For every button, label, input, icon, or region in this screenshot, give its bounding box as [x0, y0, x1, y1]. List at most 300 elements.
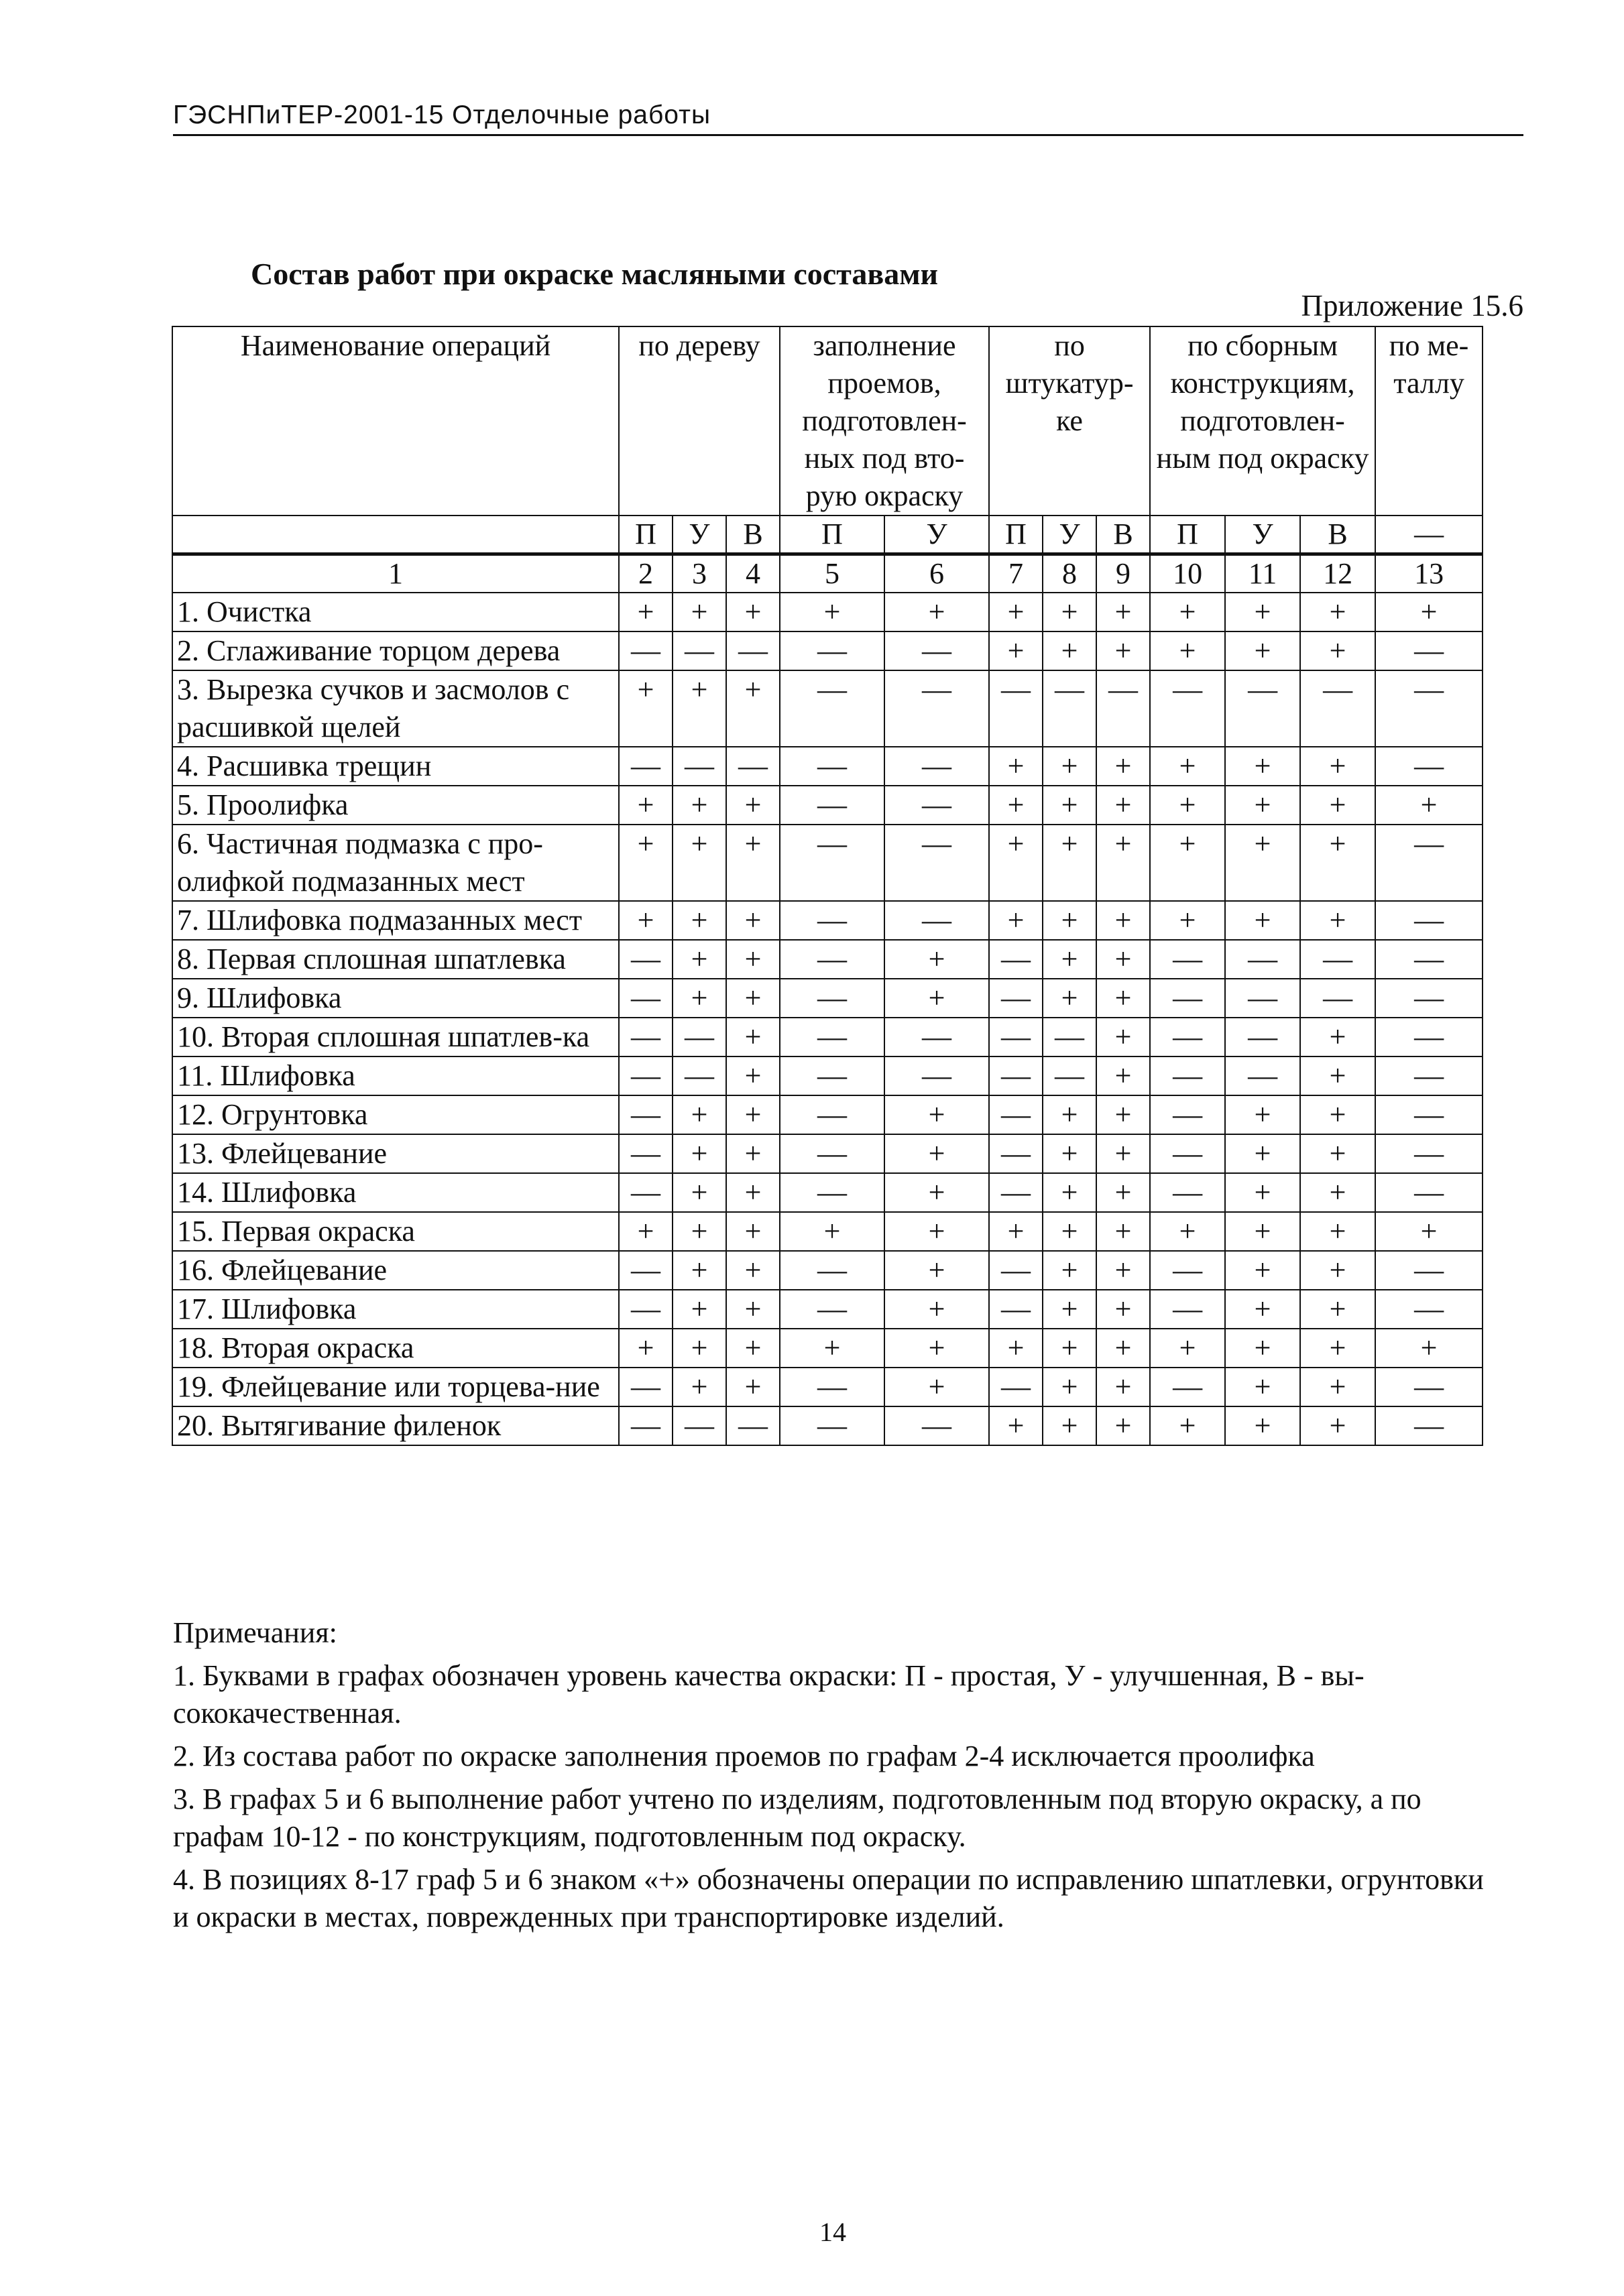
- table-cell: —: [619, 1290, 673, 1329]
- table-cell: +: [619, 825, 673, 901]
- table-cell: —: [619, 940, 673, 979]
- table-row: [172, 1134, 1483, 1173]
- table-row: [172, 670, 1483, 747]
- table-cell: —: [989, 1251, 1043, 1290]
- table-cell: +: [1096, 1406, 1150, 1445]
- table-cell: +: [1043, 979, 1096, 1018]
- header-prefab: по сборным конструкциям, подготовлен-ным под окраску: [1150, 326, 1375, 516]
- table-cell: +: [1043, 825, 1096, 901]
- table-cell: —: [884, 901, 989, 940]
- sub-header: У: [1225, 516, 1300, 554]
- column-number: 13: [1375, 554, 1483, 593]
- table-cell: —: [989, 1290, 1043, 1329]
- table-cell: +: [884, 1290, 989, 1329]
- table-cell: +: [673, 1173, 726, 1212]
- table-cell: +: [673, 1251, 726, 1290]
- sub-header: П: [1150, 516, 1225, 554]
- table-cell: +: [1150, 825, 1225, 901]
- table-row: [172, 1018, 1483, 1056]
- table-cell: +: [1150, 593, 1225, 631]
- table-cell: —: [1150, 1095, 1225, 1134]
- table-row: [172, 786, 1483, 825]
- column-number-row: [172, 554, 1483, 593]
- table-cell: +: [989, 1329, 1043, 1368]
- table-cell: —: [673, 1056, 726, 1095]
- operation-name: 20. Вытягивание филенок: [172, 1406, 619, 1445]
- table-row: [172, 1290, 1483, 1329]
- header-openings: заполнение проемов, подготовлен-ных под вто-рую окраску: [780, 326, 989, 516]
- table-cell: —: [726, 1406, 780, 1445]
- operation-name: 3. Вырезка сучков и засмолов с расшивкой щелей: [172, 670, 619, 747]
- table-cell: +: [673, 786, 726, 825]
- operation-name: 8. Первая сплошная шпатлевка: [172, 940, 619, 979]
- table-cell: +: [1096, 786, 1150, 825]
- table-cell: +: [1043, 631, 1096, 670]
- table-cell: +: [1300, 593, 1375, 631]
- operation-name: 9. Шлифовка: [172, 979, 619, 1018]
- table-cell: —: [1150, 979, 1225, 1018]
- table-cell: +: [673, 1095, 726, 1134]
- sub-header: У: [673, 516, 726, 554]
- column-number: 7: [989, 554, 1043, 593]
- table-cell: —: [1375, 1134, 1483, 1173]
- table-row: [172, 1406, 1483, 1445]
- table-cell: —: [884, 631, 989, 670]
- table-cell: —: [884, 747, 989, 786]
- appendix-label: Приложение 15.6: [1301, 289, 1523, 322]
- table-cell: +: [884, 1134, 989, 1173]
- table-cell: +: [1225, 1134, 1300, 1173]
- table-cell: +: [1150, 901, 1225, 940]
- table-cell: +: [1300, 1251, 1375, 1290]
- table-cell: —: [673, 747, 726, 786]
- table-cell: —: [726, 747, 780, 786]
- table-cell: +: [619, 901, 673, 940]
- table-cell: +: [1150, 747, 1225, 786]
- column-number: 9: [1096, 554, 1150, 593]
- header-plaster: по штукатур-ке: [989, 326, 1150, 516]
- table-cell: —: [1375, 1056, 1483, 1095]
- column-number: 8: [1043, 554, 1096, 593]
- table-cell: +: [726, 1095, 780, 1134]
- table-cell: —: [1150, 1368, 1225, 1406]
- table-cell: —: [1375, 1406, 1483, 1445]
- table-cell: —: [780, 1290, 884, 1329]
- operation-name: 14. Шлифовка: [172, 1173, 619, 1212]
- table-cell: —: [780, 901, 884, 940]
- table-cell: +: [1096, 979, 1150, 1018]
- table-row: [172, 825, 1483, 901]
- table-cell: +: [884, 1173, 989, 1212]
- table-cell: —: [1375, 1251, 1483, 1290]
- table-cell: —: [884, 786, 989, 825]
- table-cell: —: [1300, 940, 1375, 979]
- table-cell: —: [989, 1368, 1043, 1406]
- operation-name: 5. Проолифка: [172, 786, 619, 825]
- table-cell: —: [1043, 1018, 1096, 1056]
- column-number: 2: [619, 554, 673, 593]
- table-cell: —: [619, 631, 673, 670]
- table-cell: +: [1096, 1290, 1150, 1329]
- table-cell: —: [780, 1018, 884, 1056]
- table-cell: +: [1150, 1329, 1225, 1368]
- table-cell: +: [1043, 1212, 1096, 1251]
- table-cell: —: [780, 1406, 884, 1445]
- table-cell: +: [1150, 1212, 1225, 1251]
- table-cell: +: [884, 593, 989, 631]
- table-row: [172, 979, 1483, 1018]
- table-cell: +: [619, 1329, 673, 1368]
- table-cell: —: [1150, 1173, 1225, 1212]
- table-cell: +: [1150, 1406, 1225, 1445]
- table-cell: +: [619, 670, 673, 747]
- table-cell: —: [780, 825, 884, 901]
- table-cell: —: [673, 631, 726, 670]
- sub-header: У: [1043, 516, 1096, 554]
- sub-header: В: [1096, 516, 1150, 554]
- table-cell: +: [1375, 786, 1483, 825]
- table-cell: —: [989, 979, 1043, 1018]
- table-cell: +: [1150, 631, 1225, 670]
- table-cell: —: [1375, 631, 1483, 670]
- table-cell: +: [1043, 1095, 1096, 1134]
- table-cell: —: [1225, 1056, 1300, 1095]
- table-cell: —: [619, 1095, 673, 1134]
- table-cell: +: [1043, 1251, 1096, 1290]
- table-cell: +: [1096, 1056, 1150, 1095]
- table-cell: +: [1096, 1251, 1150, 1290]
- table-row: [172, 940, 1483, 979]
- operation-name: 13. Флейцевание: [172, 1134, 619, 1173]
- table-cell: +: [1300, 1134, 1375, 1173]
- operation-name: 18. Вторая окраска: [172, 1329, 619, 1368]
- sub-header: П: [989, 516, 1043, 554]
- table-cell: +: [726, 1134, 780, 1173]
- running-header: ГЭСНПиТЕР-2001-15 Отделочные работы: [173, 101, 1523, 136]
- table-cell: +: [1300, 1329, 1375, 1368]
- operations-table: [172, 326, 1483, 1446]
- table-cell: +: [1375, 1329, 1483, 1368]
- table-cell: —: [619, 1018, 673, 1056]
- table-cell: +: [1300, 1018, 1375, 1056]
- table-cell: +: [989, 1406, 1043, 1445]
- table-cell: +: [1096, 593, 1150, 631]
- table-cell: +: [726, 786, 780, 825]
- table-cell: +: [1096, 901, 1150, 940]
- table-cell: +: [780, 1329, 884, 1368]
- table-cell: +: [1096, 1173, 1150, 1212]
- table-cell: +: [884, 940, 989, 979]
- table-cell: —: [1375, 670, 1483, 747]
- header-wood: по дереву: [619, 326, 780, 516]
- table-cell: +: [1043, 940, 1096, 979]
- table-cell: +: [1300, 1095, 1375, 1134]
- table-cell: +: [1300, 1212, 1375, 1251]
- table-cell: —: [1096, 670, 1150, 747]
- table-cell: —: [1375, 940, 1483, 979]
- table-row: [172, 631, 1483, 670]
- table-cell: +: [989, 901, 1043, 940]
- operation-name: 15. Первая окраска: [172, 1212, 619, 1251]
- table-cell: —: [1375, 901, 1483, 940]
- table-cell: —: [619, 1251, 673, 1290]
- table-cell: +: [673, 825, 726, 901]
- table-row: [172, 1329, 1483, 1368]
- table-cell: +: [673, 593, 726, 631]
- table-cell: +: [673, 1329, 726, 1368]
- table-cell: —: [1300, 670, 1375, 747]
- table-cell: +: [989, 825, 1043, 901]
- table-cell: +: [884, 1329, 989, 1368]
- table-cell: +: [726, 1368, 780, 1406]
- operation-name: 10. Вторая сплошная шпатлев-ка: [172, 1018, 619, 1056]
- page-number: 14: [819, 2217, 846, 2247]
- table-cell: —: [884, 825, 989, 901]
- table-cell: +: [1096, 1134, 1150, 1173]
- table-cell: —: [780, 1095, 884, 1134]
- operation-name: 4. Расшивка трещин: [172, 747, 619, 786]
- header-metal: по ме-таллу: [1375, 326, 1483, 516]
- table-cell: +: [673, 1368, 726, 1406]
- table-cell: —: [673, 1406, 726, 1445]
- table-cell: —: [780, 786, 884, 825]
- column-number: 5: [780, 554, 884, 593]
- sub-header: В: [726, 516, 780, 554]
- sub-header: —: [1375, 516, 1483, 554]
- table-cell: —: [726, 631, 780, 670]
- table-cell: +: [1096, 825, 1150, 901]
- table-cell: +: [1300, 747, 1375, 786]
- table-cell: —: [989, 1173, 1043, 1212]
- table-cell: +: [884, 1251, 989, 1290]
- document-title: Состав работ при окраске масляными составами: [251, 257, 939, 291]
- table-cell: —: [1150, 670, 1225, 747]
- table-cell: —: [884, 1056, 989, 1095]
- table-row: [172, 1056, 1483, 1095]
- note-item: 4. В позициях 8-17 граф 5 и 6 знаком «+» обозначены операции по исправлению шпатлевки, огрунтовки и окраски в местах, поврежденных при транспортировке изделий.: [173, 1863, 1484, 1933]
- column-number: 3: [673, 554, 726, 593]
- table-cell: +: [673, 940, 726, 979]
- table-cell: —: [1225, 670, 1300, 747]
- operation-name: 7. Шлифовка подмазанных мест: [172, 901, 619, 940]
- table-cell: —: [1375, 1018, 1483, 1056]
- note-item: 3. В графах 5 и 6 выполнение работ учтено по изделиям, подготовленным под вторую окраску, а по графам 10-12 - по конструкциям, подготовленным под окраску.: [173, 1783, 1422, 1853]
- table-cell: +: [726, 1173, 780, 1212]
- table-cell: —: [1225, 979, 1300, 1018]
- table-cell: +: [1225, 1251, 1300, 1290]
- sub-header: В: [1300, 516, 1375, 554]
- table-cell: +: [619, 786, 673, 825]
- table-cell: —: [989, 1095, 1043, 1134]
- table-cell: —: [780, 1368, 884, 1406]
- table-cell: +: [1096, 1368, 1150, 1406]
- table-cell: —: [1150, 1134, 1225, 1173]
- table-cell: +: [1096, 1018, 1150, 1056]
- table-cell: +: [1300, 825, 1375, 901]
- table-cell: +: [1225, 1329, 1300, 1368]
- table-row: [172, 1212, 1483, 1251]
- table-row: [172, 1251, 1483, 1290]
- table-cell: +: [619, 1212, 673, 1251]
- note-item: 1. Буквами в графах обозначен уровень качества окраски: П - простая, У - улучшенная, В - вы-сококачественная.: [173, 1659, 1365, 1730]
- operation-name: 1. Очистка: [172, 593, 619, 631]
- table-row: [172, 593, 1483, 631]
- table-cell: +: [1043, 786, 1096, 825]
- table-cell: +: [1043, 747, 1096, 786]
- table-cell: +: [1225, 747, 1300, 786]
- column-number: 4: [726, 554, 780, 593]
- note-item: 2. Из состава работ по окраске заполнения проемов по графам 2-4 исключается проолифка: [173, 1740, 1315, 1772]
- table-cell: —: [619, 979, 673, 1018]
- table-cell: —: [780, 1173, 884, 1212]
- table-cell: +: [619, 593, 673, 631]
- table-cell: +: [1225, 1290, 1300, 1329]
- table-cell: +: [726, 1212, 780, 1251]
- table-cell: +: [884, 979, 989, 1018]
- table-cell: +: [989, 631, 1043, 670]
- table-cell: +: [1300, 901, 1375, 940]
- table-cell: +: [726, 1290, 780, 1329]
- table-cell: —: [619, 1173, 673, 1212]
- table-cell: —: [673, 1018, 726, 1056]
- table-cell: —: [1225, 1018, 1300, 1056]
- table-cell: —: [780, 1134, 884, 1173]
- column-number: 6: [884, 554, 989, 593]
- table-row: [172, 747, 1483, 786]
- table-cell: —: [1375, 1368, 1483, 1406]
- table-row: [172, 901, 1483, 940]
- table-cell: +: [1043, 1368, 1096, 1406]
- table-cell: —: [989, 1018, 1043, 1056]
- table-cell: +: [1225, 1406, 1300, 1445]
- operation-name: 17. Шлифовка: [172, 1290, 619, 1329]
- table-cell: +: [1300, 1368, 1375, 1406]
- table-cell: —: [619, 1056, 673, 1095]
- table-cell: —: [1225, 940, 1300, 979]
- table-cell: +: [1300, 786, 1375, 825]
- table-cell: +: [726, 940, 780, 979]
- sub-header: У: [884, 516, 989, 554]
- table-cell: +: [884, 1368, 989, 1406]
- table-cell: +: [673, 901, 726, 940]
- table-cell: —: [884, 1018, 989, 1056]
- table-cell: +: [1043, 1329, 1096, 1368]
- table-cell: —: [780, 1251, 884, 1290]
- table-cell: —: [780, 940, 884, 979]
- table-cell: +: [726, 979, 780, 1018]
- table-cell: —: [1150, 940, 1225, 979]
- table-cell: +: [1225, 1368, 1300, 1406]
- table-cell: +: [673, 1290, 726, 1329]
- column-number: 12: [1300, 554, 1375, 593]
- table-cell: —: [989, 940, 1043, 979]
- column-number: 10: [1150, 554, 1225, 593]
- table-cell: —: [1375, 747, 1483, 786]
- table-cell: —: [989, 670, 1043, 747]
- table-cell: +: [1300, 1406, 1375, 1445]
- table-cell: —: [1300, 979, 1375, 1018]
- table-cell: +: [1043, 1134, 1096, 1173]
- table-cell: +: [1096, 1329, 1150, 1368]
- operation-name: 6. Частичная подмазка с про-олифкой подмазанных мест: [172, 825, 619, 901]
- table-cell: +: [1300, 1056, 1375, 1095]
- table-cell: +: [1096, 1095, 1150, 1134]
- table-cell: +: [884, 1212, 989, 1251]
- operation-name: 16. Флейцевание: [172, 1251, 619, 1290]
- table-cell: +: [1096, 631, 1150, 670]
- table-cell: —: [989, 1134, 1043, 1173]
- table-cell: +: [989, 1212, 1043, 1251]
- table-cell: +: [1225, 1173, 1300, 1212]
- table-cell: —: [1150, 1056, 1225, 1095]
- table-cell: —: [619, 747, 673, 786]
- table-cell: +: [1096, 747, 1150, 786]
- table-cell: +: [726, 901, 780, 940]
- table-cell: +: [1225, 593, 1300, 631]
- table-cell: +: [1225, 1212, 1300, 1251]
- operation-name: 19. Флейцевание или торцева-ние: [172, 1368, 619, 1406]
- table-cell: —: [884, 1406, 989, 1445]
- table-row: [172, 1095, 1483, 1134]
- table-cell: —: [780, 1056, 884, 1095]
- table-cell: +: [673, 1212, 726, 1251]
- table-cell: +: [1043, 901, 1096, 940]
- table-cell: +: [1375, 593, 1483, 631]
- table-cell: —: [619, 1134, 673, 1173]
- table-cell: +: [673, 979, 726, 1018]
- table-cell: +: [1096, 1212, 1150, 1251]
- table-cell: +: [989, 786, 1043, 825]
- table-cell: +: [1300, 1290, 1375, 1329]
- column-number: 1: [172, 554, 619, 593]
- table-cell: +: [1096, 940, 1150, 979]
- table-cell: +: [1375, 1212, 1483, 1251]
- table-cell: +: [780, 593, 884, 631]
- table-cell: —: [780, 631, 884, 670]
- table-cell: +: [1225, 901, 1300, 940]
- table-cell: +: [1043, 593, 1096, 631]
- table-cell: +: [1225, 631, 1300, 670]
- table-cell: —: [780, 747, 884, 786]
- operation-name: 11. Шлифовка: [172, 1056, 619, 1095]
- table-cell: +: [1043, 1290, 1096, 1329]
- table-cell: +: [1043, 1173, 1096, 1212]
- table-cell: +: [1225, 786, 1300, 825]
- notes-section: [173, 1614, 1487, 1941]
- header-operation-blank: [172, 516, 619, 554]
- table-cell: +: [1225, 1095, 1300, 1134]
- table-cell: +: [726, 1251, 780, 1290]
- table-cell: —: [1150, 1290, 1225, 1329]
- table-cell: +: [726, 593, 780, 631]
- table-cell: +: [989, 747, 1043, 786]
- table-cell: —: [1375, 979, 1483, 1018]
- table-cell: —: [780, 979, 884, 1018]
- header-operation: Наименование операций: [172, 326, 619, 516]
- table-cell: —: [1375, 1095, 1483, 1134]
- table-cell: —: [989, 1056, 1043, 1095]
- table-cell: —: [1150, 1251, 1225, 1290]
- table-cell: +: [726, 825, 780, 901]
- table-cell: +: [726, 1018, 780, 1056]
- table-cell: +: [1150, 786, 1225, 825]
- table-cell: —: [780, 670, 884, 747]
- table-cell: —: [1375, 1290, 1483, 1329]
- table-cell: +: [726, 1329, 780, 1368]
- sub-header: П: [780, 516, 884, 554]
- table-cell: —: [619, 1406, 673, 1445]
- table-row: [172, 1368, 1483, 1406]
